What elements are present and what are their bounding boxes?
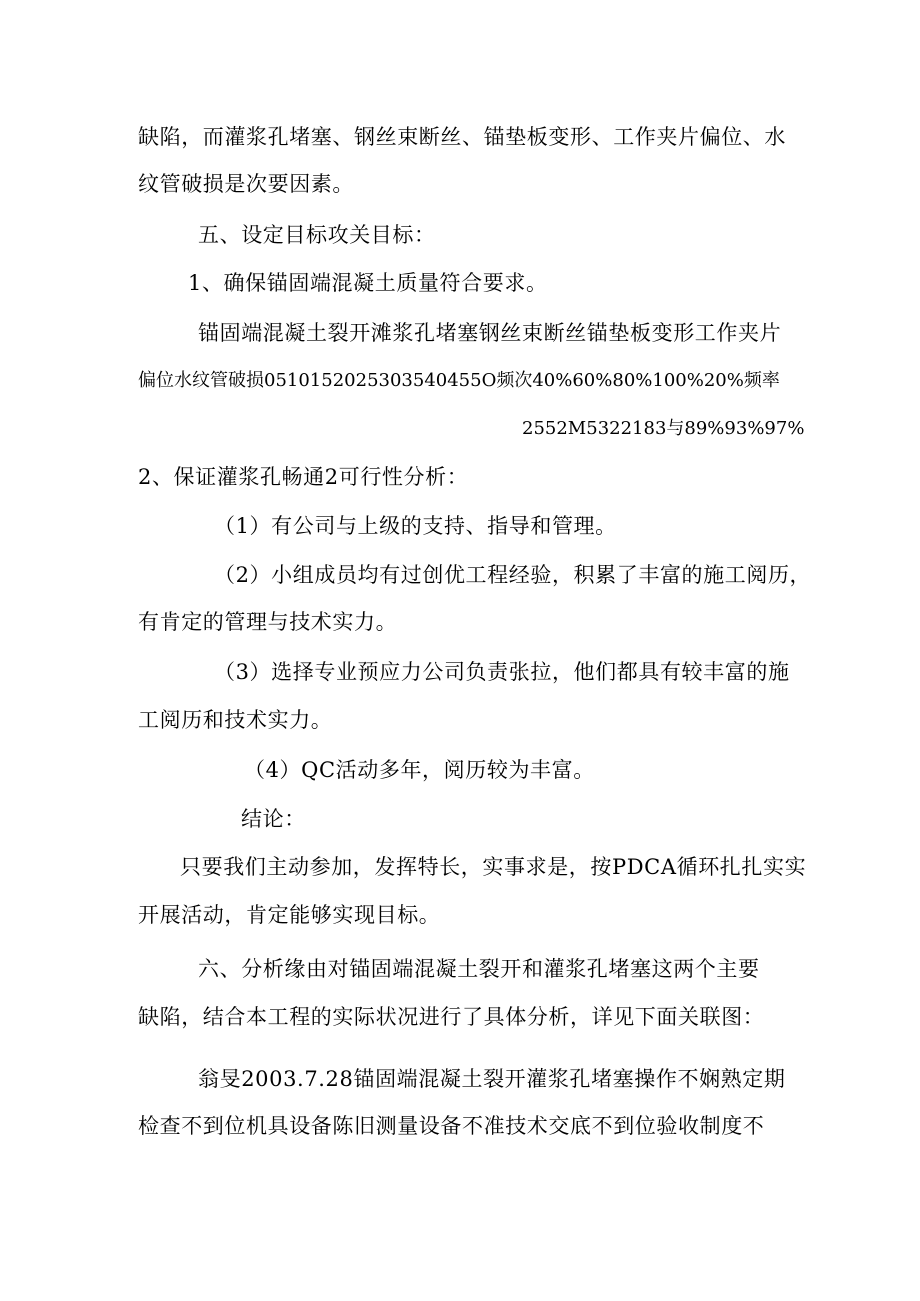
section-heading-5: 五、设定目标攻关目标： bbox=[198, 223, 436, 247]
section-heading-6: 六、分析缘由对锚固端混凝土裂开和灌浆孔堵塞这两个主要 bbox=[198, 957, 760, 981]
goal-item-1: 1、确保锚固端混凝土质量符合要求。 bbox=[188, 271, 548, 295]
feasibility-item-3: （3）选择专业预应力公司负责张拉，他们都具有较丰富的施 bbox=[214, 660, 790, 684]
conclusion-line-1: 只要我们主动参加，发挥特长，实事求是，按PDCA循环扎扎实实 bbox=[180, 855, 807, 879]
conclusion-heading: 结论： bbox=[241, 807, 306, 831]
feasibility-item-2-cont: 有肯定的管理与技术实力。 bbox=[138, 610, 398, 634]
feasibility-item-4: （4）QC活动多年，阅历较为丰富。 bbox=[244, 758, 595, 782]
feasibility-item-3-cont: 工阅历和技术实力。 bbox=[138, 708, 333, 732]
feasibility-item-1: （1）有公司与上级的支持、指导和管理。 bbox=[214, 514, 617, 538]
chart-text-line-2: 偏位水纹管破损0510152025303540455O频次40%60%80%100%20%频率 bbox=[138, 370, 780, 391]
feasibility-item-2: （2）小组成员均有过创优工程经验，积累了丰富的施工阅历， bbox=[214, 563, 812, 587]
chart-text-line-3: 2552M5322183与89%93%97% bbox=[522, 418, 805, 439]
goal-item-2: 2、保证灌浆孔畅通2可行性分析： bbox=[138, 465, 469, 489]
conclusion-line-2: 开展活动，肯定能够实现目标。 bbox=[138, 903, 441, 927]
diagram-text-line-1: 翁旻2003.7.28锚固端混凝土裂开灌浆孔堵塞操作不娴熟定期 bbox=[198, 1067, 786, 1091]
paragraph-line-1: 缺陷，而灌浆孔堵塞、钢丝束断丝、锚垫板变形、工作夹片偏位、水 bbox=[138, 125, 786, 149]
diagram-text-line-2: 检查不到位机具设备陈旧测量设备不准技术交底不到位验收制度不 bbox=[138, 1114, 765, 1138]
chart-text-line-1: 锚固端混凝土裂开滩浆孔堵塞钢丝束断丝锚垫板变形工作夹片 bbox=[198, 321, 782, 345]
paragraph-line-2: 纹管破损是次要因素。 bbox=[138, 172, 354, 196]
section-6-line-2: 缺陷，结合本工程的实际状况进行了具体分析，详见下面关联图： bbox=[138, 1005, 765, 1029]
